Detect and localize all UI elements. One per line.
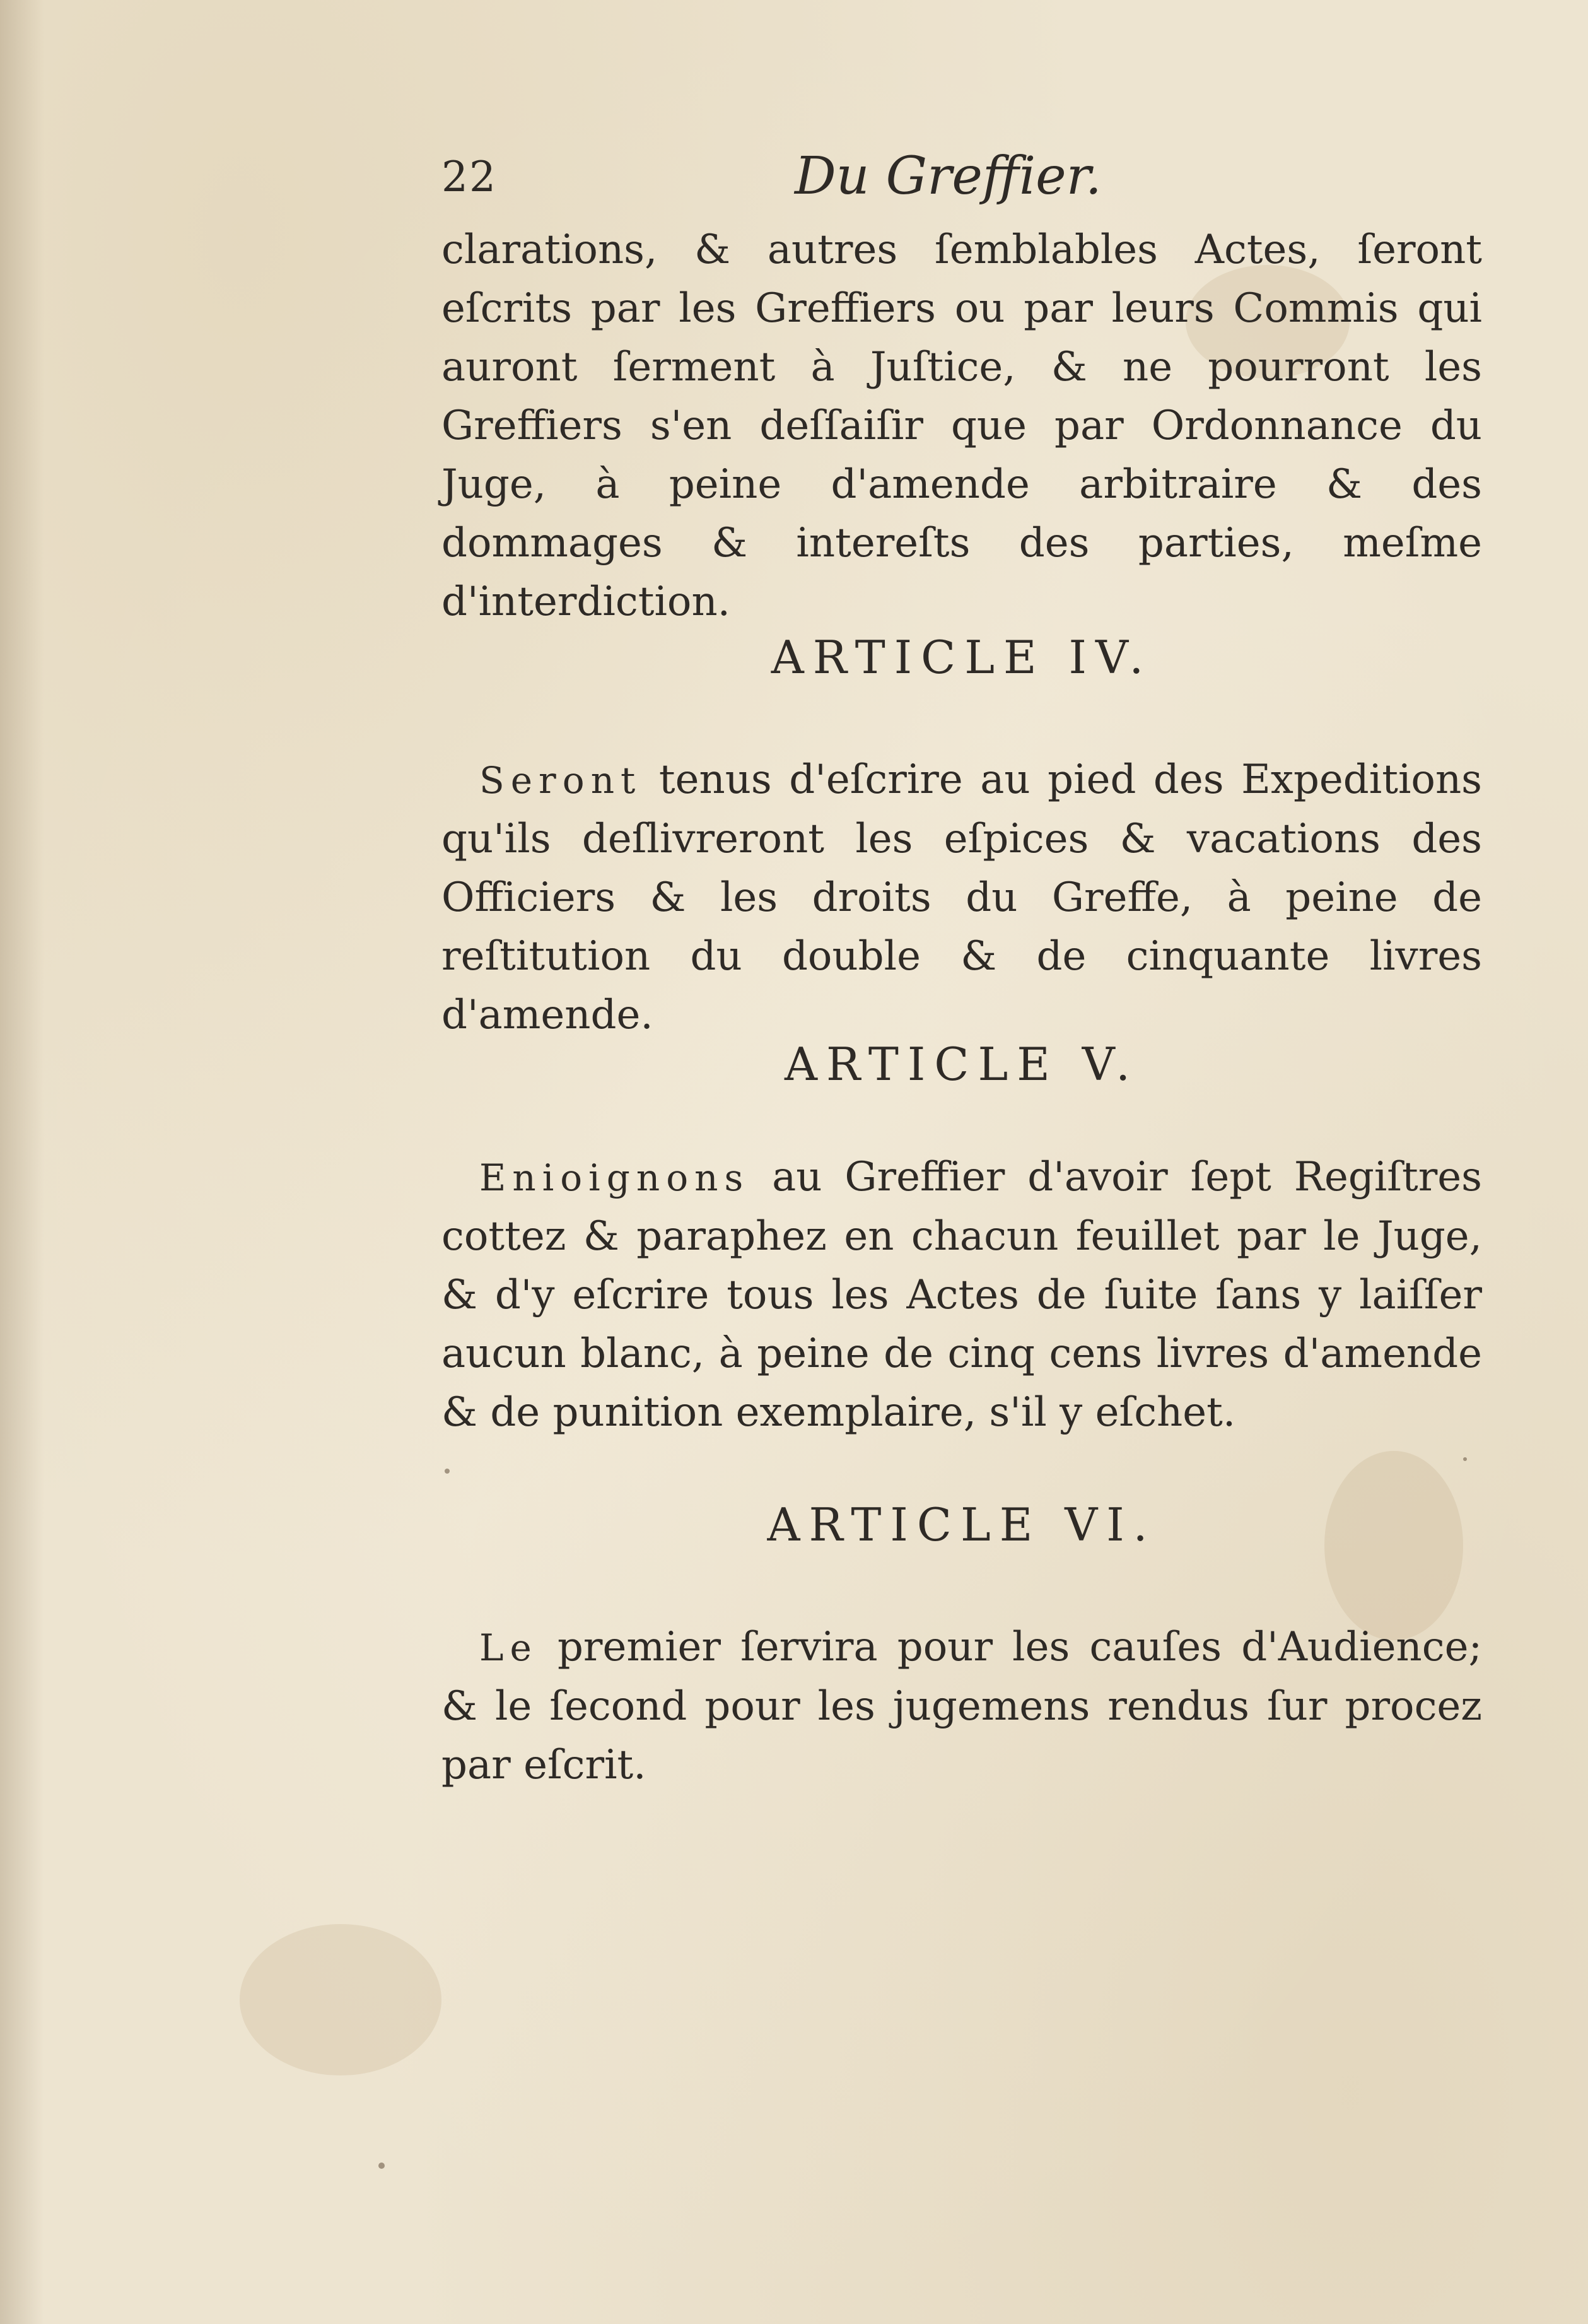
paragraph-body: au Greffier d'avoir ſept Regiſtres cottez & paraphez en chacun feuillet par le Juge, & d'y eſcrire tous les Actes de ſuite ſans y laiſſer aucun blanc, à peine de cinq cens livres d'amende & de punition exemplaire, s'il y eſchet.	[441, 1154, 1482, 1436]
article-vi-paragraph	[441, 1618, 1482, 1795]
paragraph-text	[441, 1618, 1482, 1795]
paper-stain	[240, 1924, 441, 2075]
article-v-paragraph	[441, 1148, 1482, 1442]
paragraph-body: tenus d'eſcrire au pied des Expeditions qu'ils deſlivreront les eſpices & vacations des Officiers & les droits du Greffe, à peine de reſtitution du double & de cinquante livres d'amende.	[441, 756, 1482, 1038]
article-heading-vi: ARTICLE VI.	[767, 1498, 1157, 1551]
article-heading-iv: ARTICLE IV.	[771, 631, 1153, 684]
paragraph-text: clarations, & autres ſemblables Actes, ſeront eſcrits par les Greffiers ou par leurs Commis qui auront ſerment à Juſtice, & ne pourront les Greffiers s'en deſſaiſir que par Ordonnance du Juge, à peine d'amende arbitraire & des dommages & intereſts des parties, meſme d'interdiction.	[441, 226, 1482, 625]
paragraph-text	[441, 1148, 1482, 1442]
gutter-shadow	[0, 0, 44, 2324]
paragraph-body: premier ſervira pour les cauſes d'Audience; & le ſecond pour les jugemens rendus ſur procez par eſcrit.	[441, 1624, 1482, 1788]
page-number: 22	[441, 153, 497, 201]
lead-word: Le	[479, 1626, 538, 1669]
lead-word: Seront	[479, 759, 642, 802]
ink-speck	[378, 2163, 385, 2169]
page-header	[441, 146, 1167, 222]
ink-speck	[1463, 1457, 1467, 1461]
running-head: Du Greffier.	[795, 146, 1102, 206]
article-heading-v: ARTICLE V.	[784, 1038, 1140, 1091]
article-iv-paragraph	[441, 751, 1482, 1045]
ink-speck	[445, 1469, 450, 1474]
continued-paragraph	[441, 221, 1482, 631]
lead-word: Enioignons	[479, 1156, 750, 1199]
paragraph-text	[441, 751, 1482, 1045]
